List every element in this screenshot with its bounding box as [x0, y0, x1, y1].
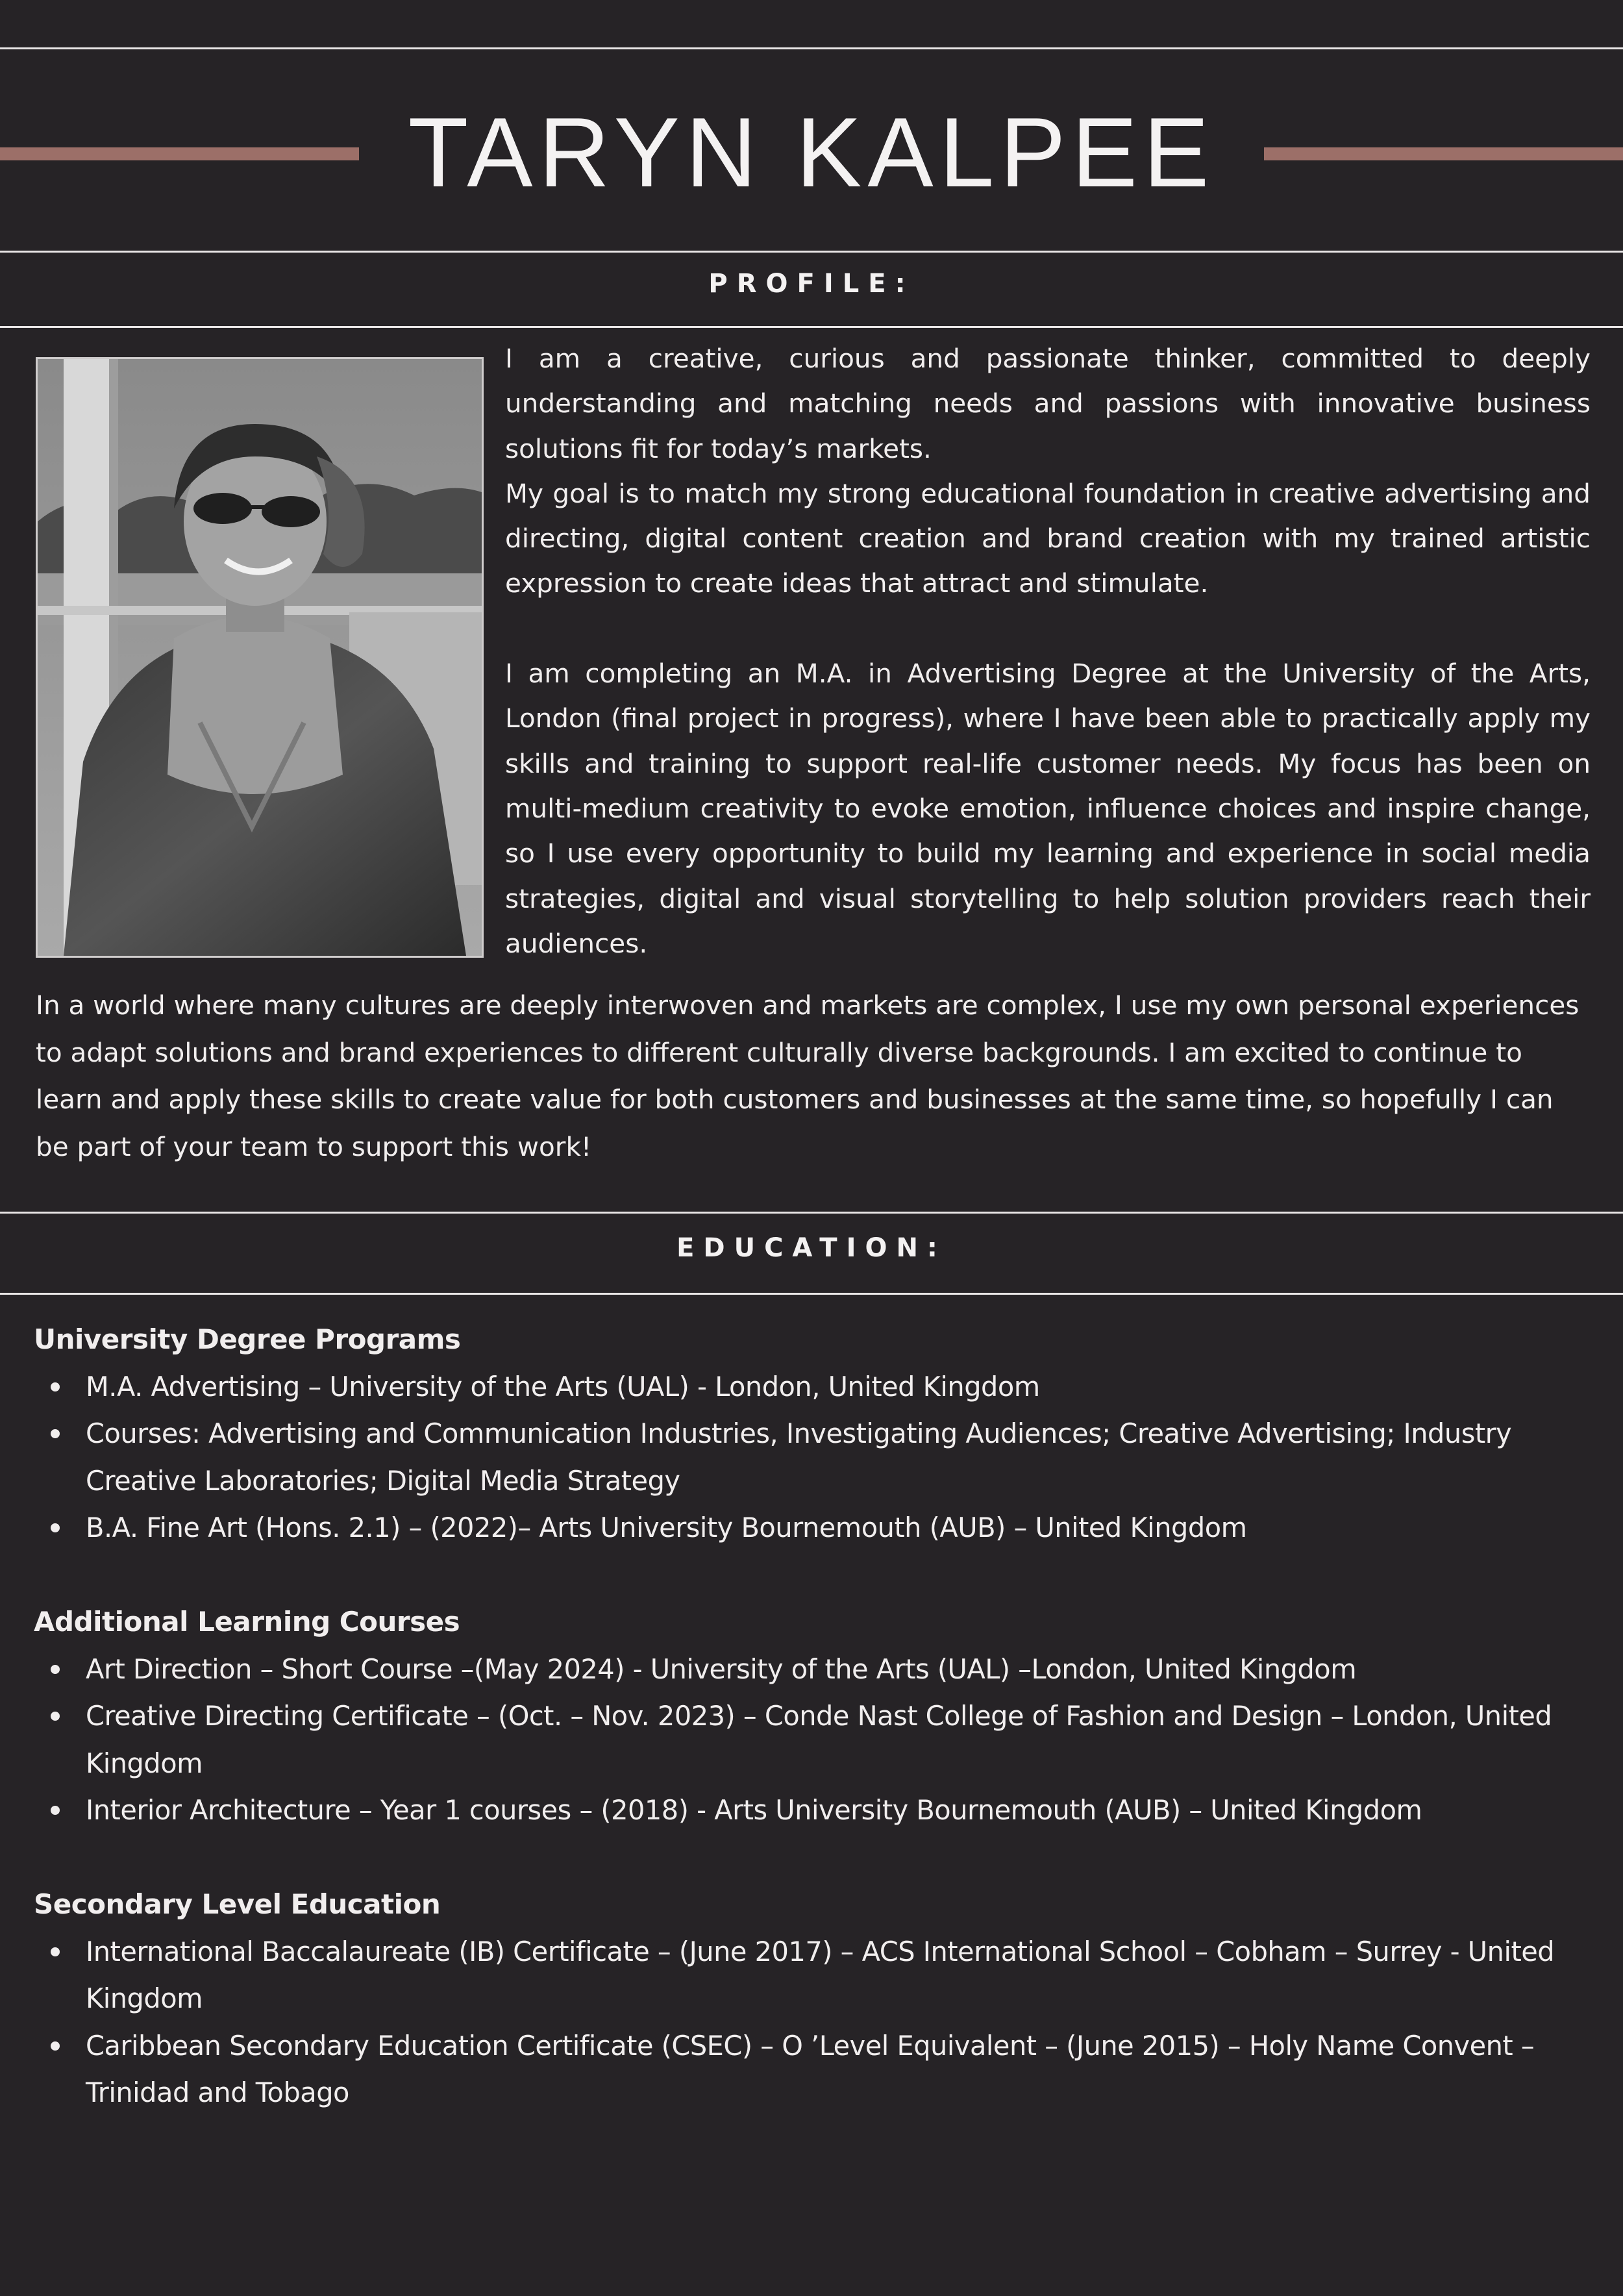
list-item: B.A. Fine Art (Hons. 2.1) – (2022)– Arts University Bournemouth (AUB) – United Kingdom [34, 1504, 1598, 1552]
profile-paragraph: I am completing an M.A. in Advertising Degree at the University of the Arts, London (final project in progress), where I have been able to practically apply my skills and training to support real-life customer needs. My focus has been on multi-medium creativity to evoke emotion, influence choices and inspire change, so I use every opportunity to build my learning and experience in social media strategies, digital and visual storytelling to help solution providers reach their audiences. [505, 658, 1591, 959]
profile-paragraph: In a world where many cultures are deeply interwoven and markets are complex, I use my own personal experiences to adapt solutions and brand experiences to different culturally diverse backgrounds. I am excited to continue to learn and apply these skills to create value for both customers and businesses at the same time, so hopefully I can be part of your team to support this work! [36, 990, 1580, 1162]
education-group-list [34, 1646, 1598, 1834]
top-rule [0, 47, 1623, 49]
profile-text-column [505, 336, 1591, 966]
profile-paragraph: I am a creative, curious and passionate thinker, committed to deeply understanding and matching needs and passions with innovative business solutions fit for today’s markets. [505, 343, 1591, 464]
education-section-title: EDUCATION: [676, 1233, 947, 1263]
header-bottom-rule [0, 251, 1623, 253]
education-title-rule [0, 1293, 1623, 1295]
profile-section-title: PROFILE: [708, 269, 915, 299]
list-item: Art Direction – Short Course –(May 2024) - University of the Arts (UAL) –London, United Kingdom [34, 1646, 1598, 1693]
list-item: Caribbean Secondary Education Certificate (CSEC) – O ’Level Equivalent – (June 2015) – Holy Name Convent – Trinidad and Tobago [34, 2023, 1598, 2117]
profile-paragraph: My goal is to match my strong educational foundation in creative advertising and directing, digital content creation and brand creation with my trained artistic expression to create ideas that attract and stimulate. [505, 477, 1591, 599]
list-item: International Baccalaureate (IB) Certificate – (June 2017) – ACS International School – Cobham – Surrey - United Kingdom [34, 1928, 1598, 2023]
education-group-heading: Secondary Level Education [34, 1888, 441, 1920]
education-list [34, 1316, 1598, 2117]
portrait-image [38, 359, 482, 956]
education-group-heading: University Degree Programs [34, 1323, 461, 1355]
list-item: M.A. Advertising – University of the Arts (UAL) - London, United Kingdom [34, 1364, 1598, 1411]
candidate-name: TARYN KALPEE [408, 97, 1215, 208]
list-item: Courses: Advertising and Communication Industries, Investigating Audiences; Creative Advertising; Industry Creative Laboratories; Digital Media Strategy [34, 1410, 1598, 1504]
education-group-list [34, 1364, 1598, 1552]
profile-title-rule [0, 326, 1623, 328]
education-top-rule [0, 1212, 1623, 1214]
education-group-list [34, 1928, 1598, 2117]
list-item: Creative Directing Certificate – (Oct. – Nov. 2023) – Conde Nast College of Fashion and Design – London, United Kingdom [34, 1693, 1598, 1787]
education-group-heading: Additional Learning Courses [34, 1606, 460, 1638]
profile-text-wide [36, 982, 1594, 1170]
profile-photo [36, 357, 484, 958]
list-item: Interior Architecture – Year 1 courses – (2018) - Arts University Bournemouth (AUB) – United Kingdom [34, 1787, 1598, 1834]
